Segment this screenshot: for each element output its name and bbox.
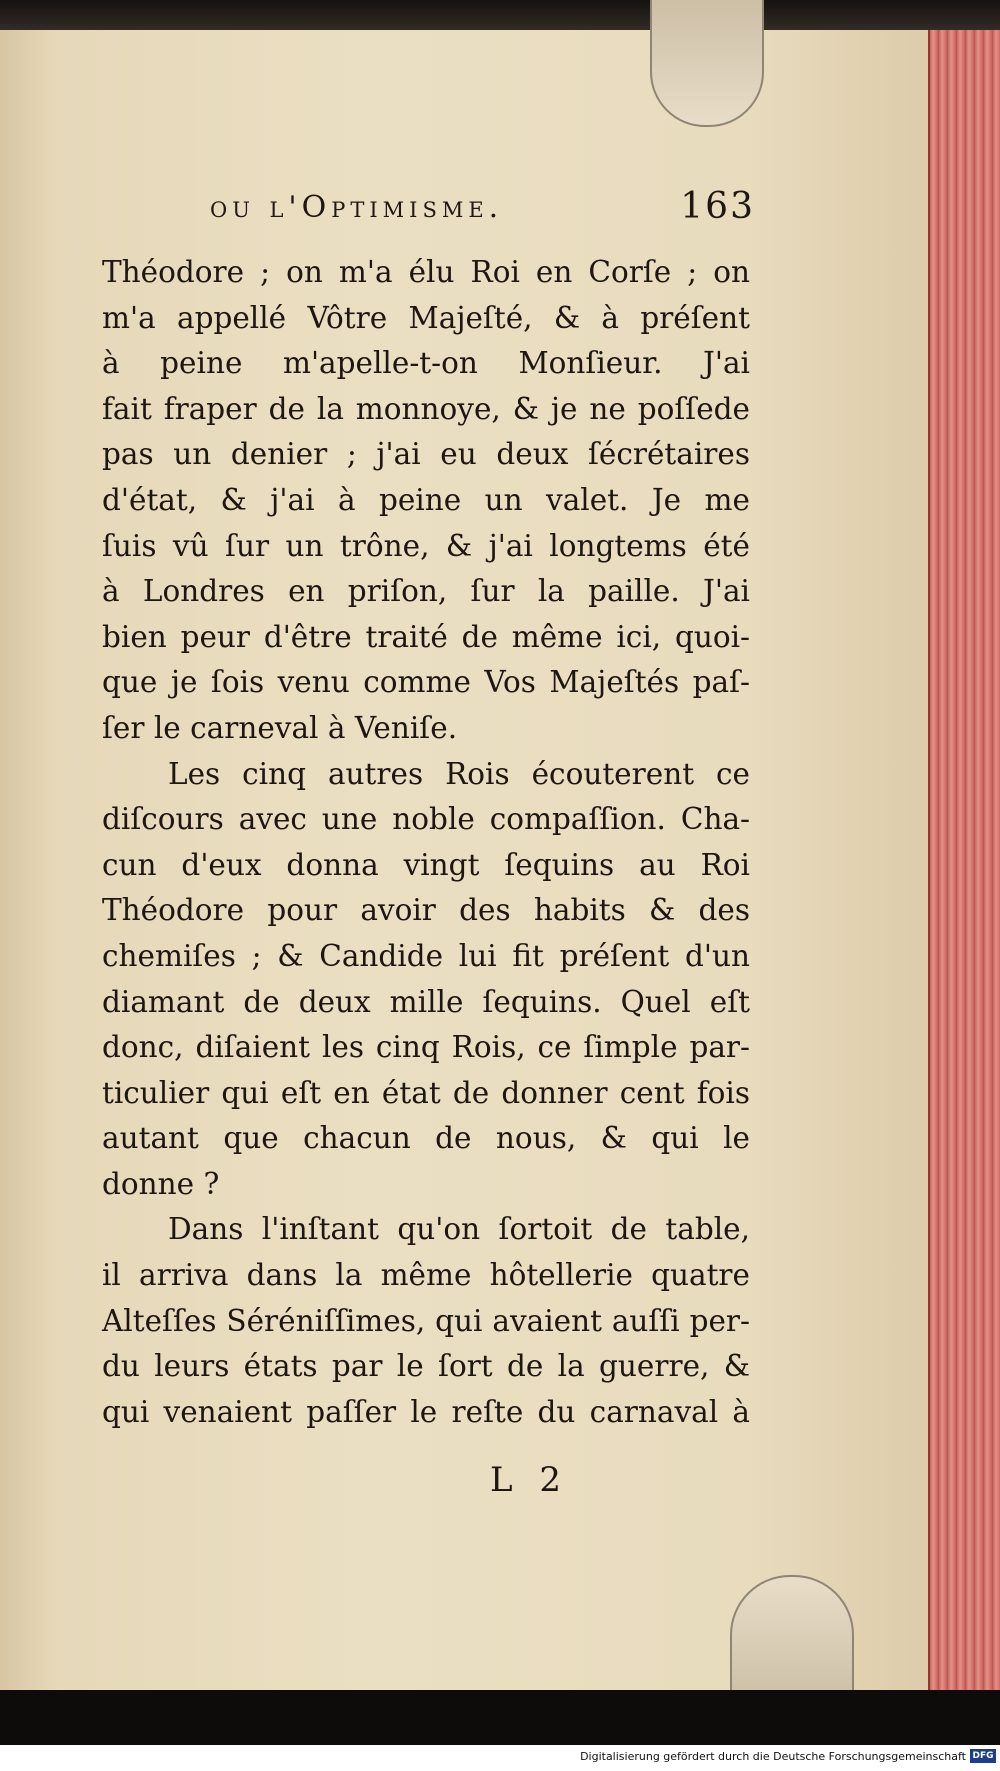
body-text [102, 250, 750, 1435]
text-line: il arriva dans la même hôtellerie quatre [102, 1258, 750, 1293]
text-line: autant que chacun de nous, & qui le [102, 1121, 750, 1156]
text-line: diſcours avec une noble compaſſion. Cha- [102, 802, 750, 837]
text-line: ſer le carneval à Veniſe. [102, 710, 458, 745]
digitization-credit: Digitalisierung gefördert durch die Deutsche Forschungsgemeinschaft [580, 1750, 966, 1763]
text-line: Théodore pour avoir des habits & des [102, 893, 750, 928]
text-line: bien peur d'être traité de même ici, quoi- [102, 619, 750, 654]
text-line: diamant de deux mille ſequins. Quel eſt [102, 984, 750, 1019]
text-line: d'état, & j'ai à peine un valet. Je me [102, 482, 750, 517]
page-clip-bottom [730, 1575, 854, 1702]
text-line: que je ſois venu comme Vos Majeſtés paſ- [102, 665, 750, 700]
text-line: du leurs états par le ſort de la guerre, & [102, 1349, 750, 1384]
running-title: ou l'Optimisme. [210, 190, 504, 225]
text-line: donc, diſaient les cinq Rois, ce ſimple par- [102, 1030, 750, 1065]
book-fore-edge [928, 30, 1000, 1690]
text-line: donne ? [102, 1166, 220, 1201]
signature-mark: L 2 [490, 1460, 570, 1500]
dfg-logo-icon: DFG [970, 1749, 996, 1763]
page-clip-top [650, 0, 764, 127]
page-header [210, 186, 755, 234]
text-line: pas un denier ; j'ai eu deux ſécrétaires [102, 437, 750, 472]
paragraph-start: Les cinq autres Rois écouterent ce [168, 756, 750, 791]
text-line: qui venaient paſſer le reſte du carnaval à [102, 1394, 750, 1429]
paragraph-start: Dans l'inſtant qu'on ſortoit de table, [168, 1212, 750, 1247]
text-line: cun d'eux donna vingt ſequins au Roi [102, 847, 750, 882]
scan-bottom-edge [0, 1690, 1000, 1745]
text-line: ticulier qui eſt en état de donner cent fois [102, 1075, 750, 1110]
text-line: m'a appellé Vôtre Majeſté, & à préſent [102, 300, 750, 335]
text-line: à Londres en priſon, ſur la paille. J'ai [102, 574, 750, 609]
text-line: Alteſſes Séréniſſimes, qui avaient auſſi per- [102, 1303, 750, 1338]
page-number: 163 [680, 186, 755, 227]
text-line: ſuis vû ſur un trône, & j'ai longtems été [102, 528, 750, 563]
text-line: chemiſes ; & Candide lui fit préſent d'un [102, 938, 750, 973]
text-line: fait fraper de la monnoye, & je ne poſſede [102, 391, 750, 426]
text-line: à peine m'apelle-t-on Monſieur. J'ai [102, 346, 750, 381]
text-line: Théodore ; on m'a élu Roi en Corſe ; on [102, 255, 750, 289]
